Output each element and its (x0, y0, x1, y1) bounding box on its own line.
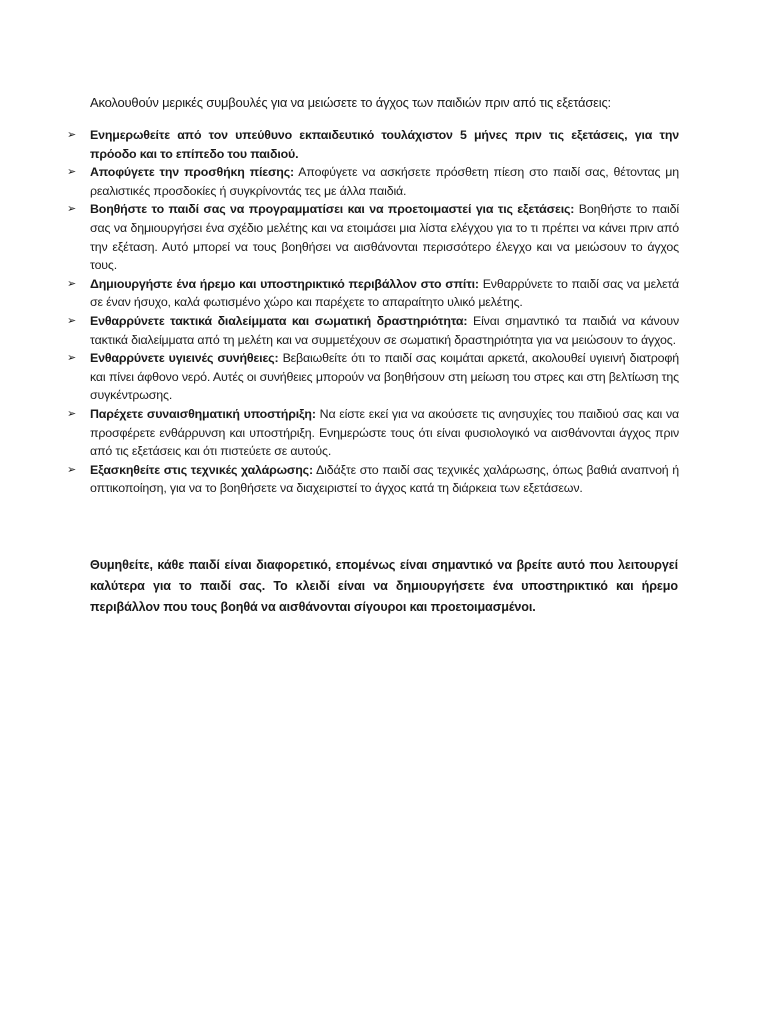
closing-paragraph: Θυμηθείτε, κάθε παιδί είναι διαφορετικό, επομένως είναι σημαντικό να βρείτε αυτό που λειτουργεί καλύτερα για το παιδί σας. Το κλειδί είναι να δημιουργήσετε ένα υποστηρικτικό και ήρεμο περιβάλλον που τους βοηθά να αισθάνονται σίγουροι και προετοιμασμένοι. (90, 558, 678, 614)
arrow-bullet-icon: ➢ (67, 351, 77, 365)
tips-list (67, 126, 679, 498)
tip-text: Βοηθήστε το παιδί σας να δημιουργήσει ένα σχέδιο μελέτης και να ετοιμάσει μια λίστα ελέγχου για το τι πρέπει να κάνει πριν από την εξέταση. Αυτό μπορεί να τους βοηθήσει να αισθάνονται περισσότερο έλεγχο και να μειώσουν το άγχος τους. (90, 202, 679, 273)
list-item (67, 163, 679, 200)
tip-title: Ενθαρρύνετε υγιεινές συνήθειες: (90, 351, 279, 366)
tip-title: Ενημερωθείτε από τον υπεύθυνο εκπαιδευτικό τουλάχιστον 5 μήνες πριν τις εξετάσεις, για την πρόοδο και το επίπεδο του παιδιού. (90, 128, 679, 161)
arrow-bullet-icon: ➢ (67, 128, 77, 141)
tip-title: Δημιουργήστε ένα ήρεμο και υποστηρικτικό περιβάλλον στο σπίτι: (90, 276, 479, 291)
tip-text: Είναι σημαντικό τα παιδιά να κάνουν τακτικά διαλείμματα από τη μελέτη και να συμμετέχουν σε σωματική δραστηριότητα για να μειώσουν το άγχος. (90, 313, 679, 347)
arrow-bullet-icon: ➢ (67, 276, 77, 290)
list-item (67, 349, 679, 405)
tip-text: Να είστε εκεί για να ακούσετε τις ανησυχίες του παιδιού σας και να προσφέρετε ενθάρρυνση και υποστήριξη. Ενημερώστε τους ότι είναι φυσιολογικό να αισθάνονται άγχος πριν από τις εξετάσεις και ότι πιστεύετε σε αυτούς. (90, 406, 679, 459)
tip-text: Βεβαιωθείτε ότι το παιδί σας κοιμάται αρκετά, ακολουθεί υγιεινή διατροφή και πίνει άφθονο νερό. Αυτές οι συνήθειες μπορούν να βοηθήσουν στη μείωση του στρες και στη βελτίωση της συγκέντρωσης. (90, 351, 680, 403)
arrow-bullet-icon: ➢ (67, 202, 77, 216)
list-item (67, 312, 679, 349)
list-item (67, 275, 679, 312)
tip-title: Βοηθήστε το παιδί σας να προγραμματίσει και να προετοιμαστεί για τις εξετάσεις: (90, 202, 575, 217)
arrow-bullet-icon: ➢ (67, 165, 77, 179)
intro-paragraph: Ακολουθούν μερικές συμβουλές για να μειώσετε το άγχος των παιδιών πριν από τις εξετάσεις: (90, 95, 611, 110)
arrow-bullet-icon: ➢ (67, 406, 77, 420)
tip-title: Ενθαρρύνετε τακτικά διαλείμματα και σωματική δραστηριότητα: (90, 313, 468, 328)
tip-title: Παρέχετε συναισθηματική υποστήριξη: (90, 406, 316, 421)
tip-text: Αποφύγετε να ασκήσετε πρόσθετη πίεση στο παιδί σας, θέτοντας μη ρεαλιστικές προσδοκίες ή συγκρίνοντάς τες με άλλα παιδιά. (90, 165, 679, 198)
list-item (67, 126, 679, 163)
list-item (67, 461, 679, 498)
list-item (67, 200, 679, 274)
tip-text: Ενθαρρύνετε το παιδί σας να μελετά σε έναν ήσυχο, καλά φωτισμένο χώρο και παρέχετε το απαραίτητο υλικό μελέτης. (90, 276, 679, 310)
arrow-bullet-icon: ➢ (67, 462, 77, 476)
tip-text: Διδάξτε στο παιδί σας τεχνικές χαλάρωσης, όπως βαθιά αναπνοή ή οπτικοποίηση, για να το βοηθήσετε να διαχειριστεί το άγχος κατά τη διάρκεια των εξετάσεων. (90, 462, 680, 496)
tip-title: Αποφύγετε την προσθήκη πίεσης: (90, 165, 294, 180)
list-item (67, 405, 679, 461)
arrow-bullet-icon: ➢ (67, 313, 77, 327)
tip-title: Εξασκηθείτε στις τεχνικές χαλάρωσης: (90, 462, 313, 477)
